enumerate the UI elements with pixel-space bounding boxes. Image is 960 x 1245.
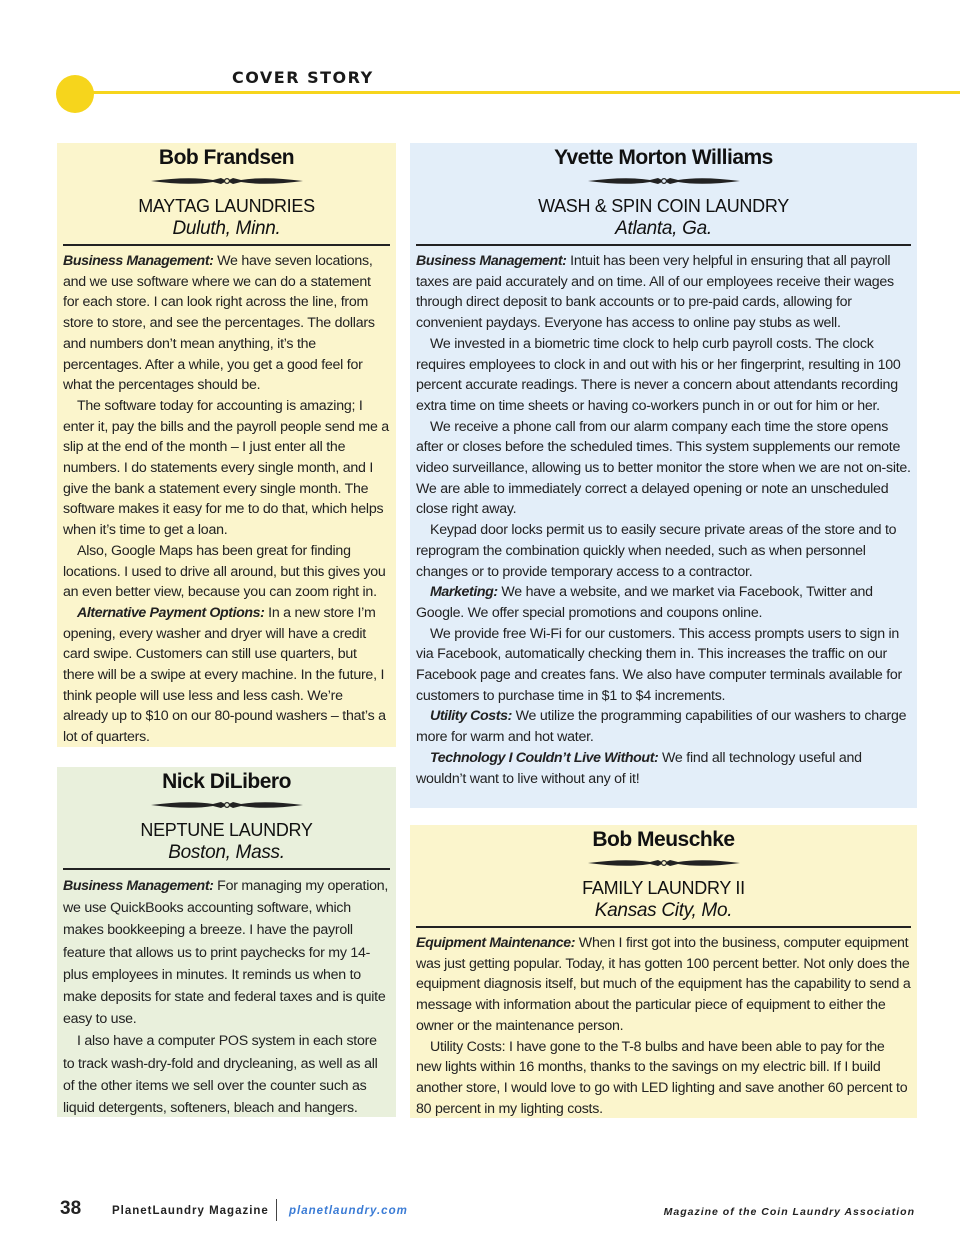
business-location: Boston, Mass.	[63, 841, 390, 870]
business-location: Duluth, Minn.	[63, 217, 390, 246]
profile-name: Bob Meuschke	[592, 828, 735, 851]
business-location: Atlanta, Ga.	[416, 217, 911, 246]
paragraph: Keypad door locks permit us to easily secure private areas of the store and to reprogram the combination quickly when needed, such as when personnel changes or to provide temporary access to a contractor.	[416, 522, 897, 580]
paragraph: The software today for accounting is amazing; I enter it, pay the bills and the payroll people send me a slip at the end of the month – I just enter all the numbers. I do statements every single month, and I give the bank a statement every single month. The software makes it easy for me to do that, which helps when it’s time to get a loan.	[63, 397, 389, 539]
paragraph: Business Management: We have seven locations, and we use software where we can do a statement for each store. I can look right across the line, from store to store, and see the percentages. The dollars and numbers don’t mean anything, it’s the percentages. After a while, you get a good feel for what the percentages should be.	[63, 253, 375, 394]
business-name: MAYTAG LAUNDRIES	[138, 196, 315, 216]
paragraph: Business Management: For managing my operation, we use QuickBooks accounting software, which makes bookkeeping a breeze. I have the payroll feature that allows us to print paychecks for my 14-plus employees in minutes. It reminds us when to make deposits for state and federal taxes and is quite easy to use.	[63, 878, 389, 1028]
header-rule	[80, 91, 960, 94]
business-name: NEPTUNE LAUNDRY	[140, 820, 313, 840]
profile-text	[416, 933, 911, 1119]
flourish-divider	[149, 799, 305, 811]
section-label: COVER STORY	[232, 68, 374, 87]
profile-name: Yvette Morton Williams	[554, 146, 773, 169]
flourish-divider	[586, 175, 742, 187]
paragraph: Business Management: Intuit has been very helpful in ensuring that all payroll taxes are paid accurately and on time. All of our employees receive their wages through direct deposit to bank accounts or to pre-paid cards, allowing for convenient paydays. Everyone has access to online pay stubs as well.	[416, 253, 894, 332]
paragraph: Utility Costs: I have gone to the T-8 bulbs and have been able to pay for the new lights within 16 months, thanks to the savings on my electric bill. If I build another store, I would love to go with LED lighting and save another 60 percent to 80 percent in my lighting costs.	[416, 1038, 908, 1117]
profile-text	[63, 251, 390, 748]
magazine-url-link[interactable]: planetlaundry.com	[289, 1205, 408, 1217]
association-tagline: Magazine of the Coin Laundry Association	[663, 1206, 915, 1218]
business-name: WASH & SPIN COIN LAUNDRY	[538, 196, 789, 216]
flourish-divider	[586, 857, 742, 869]
business-location: Kansas City, Mo.	[416, 899, 911, 928]
business-name: FAMILY LAUNDRY II	[582, 878, 745, 898]
paragraph: Technology I Couldn’t Live Without: We find all technology useful and wouldn’t want to live without any of it!	[416, 749, 862, 787]
profile-name: Nick DiLibero	[162, 770, 291, 793]
profile-nick-dilibero	[57, 767, 396, 1117]
paragraph: Equipment Maintenance: When I first got into the business, computer equipment was just getting popular. Today, it has gotten 100 percent better. Not only does the equipment diagnosis itself, but much of the equipment has the capability to send a message with information about the particular piece of equipment to either the owner or the maintenance person.	[416, 935, 911, 1034]
page-number: 38	[60, 1198, 82, 1219]
flourish-divider	[149, 175, 305, 187]
paragraph: We receive a phone call from our alarm company each time the store opens after or closes before the scheduled times. This system supplements our remote video surveillance, allowing us to better monitor the store when we are not on-site. We are able to immediately correct a delayed opening or note an unscheduled close right away.	[416, 418, 911, 518]
profile-name: Bob Frandsen	[158, 146, 295, 169]
paragraph: Alternative Payment Options: In a new store I’m opening, every washer and dryer will have a credit card swipe. Customers can still use quarters, but there will be a swipe at every machine. In the future, I think people will use less and less cash. We’re already up to $10 on our 80-pound washers – that’s a lot of quarters.	[63, 604, 386, 746]
paragraph: Also, Google Maps has been great for finding locations. I used to drive all around, but this gives you an even better view, because you can zoom right in.	[63, 542, 386, 601]
profile-text	[63, 875, 390, 1119]
paragraph: Utility Costs: We utilize the programming capabilities of our washers to charge more for warm and hot water.	[416, 708, 907, 746]
profile-bob-frandsen	[57, 143, 396, 747]
magazine-name: PlanetLaundry Magazine	[112, 1205, 269, 1217]
paragraph: I also have a computer POS system in each store to track wash-dry-fold and drycleaning, as well as all of the other items we sell over the counter such as liquid detergents, softeners, bleach and hangers.	[63, 1033, 378, 1117]
paragraph: We provide free Wi-Fi for our customers. This access prompts users to sign in via Facebook, automatically checking them in. This increases the traffic on our Facebook page and creates fans. We also have computer terminals available for customers to purchase time in $1 to $4 increments.	[416, 625, 902, 704]
paragraph: Marketing: We have a website, and we market via Facebook, Twitter and Google. We offer special promotions and coupons online.	[416, 584, 873, 621]
profile-yvette-morton-williams	[410, 143, 917, 808]
footer-separator	[276, 1199, 277, 1221]
profile-text	[416, 251, 911, 789]
header-dot	[56, 75, 94, 113]
profile-bob-meuschke	[410, 825, 917, 1118]
paragraph: We invested in a biometric time clock to help curb payroll costs. The clock requires employees to clock in and out with his or her fingerprint, resulting in 100 percent accurate readings. There is never a concern about attendants recording extra time on time sheets or having co-workers punch in or out for him or her.	[416, 335, 901, 414]
